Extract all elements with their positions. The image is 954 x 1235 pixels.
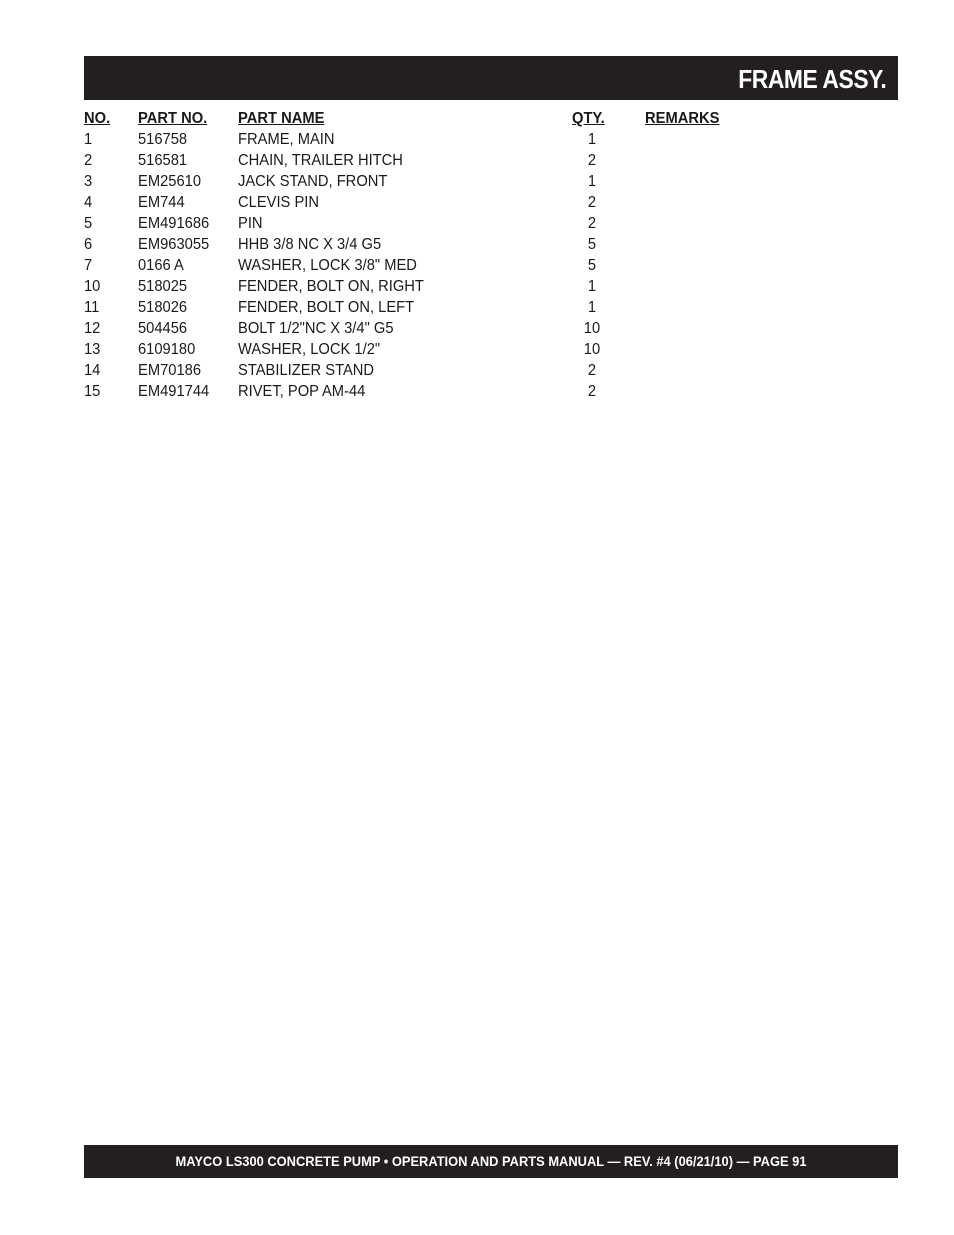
cell-part-name: CHAIN, TRAILER HITCH bbox=[238, 152, 403, 169]
cell-part-name: HHB 3/8 NC X 3/4 G5 bbox=[238, 236, 382, 253]
table-row bbox=[84, 192, 784, 213]
cell-part-no: EM744 bbox=[138, 194, 185, 211]
cell-part-name: BOLT 1/2"NC X 3/4" G5 bbox=[238, 320, 394, 337]
cell-part-name: JACK STAND, FRONT bbox=[238, 173, 388, 190]
cell-no: 14 bbox=[84, 362, 101, 379]
cell-part-name: FENDER, BOLT ON, RIGHT bbox=[238, 278, 424, 295]
table-row bbox=[84, 297, 784, 318]
cell-no: 12 bbox=[84, 320, 101, 337]
parts-table bbox=[84, 108, 784, 402]
cell-qty: 2 bbox=[587, 362, 597, 379]
cell-no: 13 bbox=[84, 341, 101, 358]
table-row bbox=[84, 318, 784, 339]
cell-part-no: EM25610 bbox=[138, 173, 202, 190]
cell-no: 3 bbox=[84, 173, 93, 190]
column-header-part-name: PART NAME bbox=[238, 110, 325, 127]
cell-part-no: 518025 bbox=[138, 278, 188, 295]
column-header-remarks: REMARKS bbox=[645, 110, 720, 127]
table-row bbox=[84, 129, 784, 150]
cell-qty: 5 bbox=[587, 257, 597, 274]
cell-part-name: STABILIZER STAND bbox=[238, 362, 375, 379]
cell-no: 5 bbox=[84, 215, 93, 232]
page-footer-bar bbox=[84, 1145, 898, 1178]
cell-no: 7 bbox=[84, 257, 93, 274]
table-row bbox=[84, 339, 784, 360]
table-row bbox=[84, 150, 784, 171]
cell-no: 11 bbox=[84, 299, 100, 316]
page-title: FRAME ASSY. bbox=[737, 64, 886, 94]
cell-part-no: EM70186 bbox=[138, 362, 202, 379]
column-header-part-no: PART NO. bbox=[138, 110, 208, 127]
cell-qty: 1 bbox=[587, 173, 597, 190]
cell-part-name: PIN bbox=[238, 215, 263, 232]
page-header-bar bbox=[84, 56, 898, 100]
cell-part-no: 516581 bbox=[138, 152, 188, 169]
cell-part-name: CLEVIS PIN bbox=[238, 194, 319, 211]
table-row bbox=[84, 234, 784, 255]
cell-part-no: EM491744 bbox=[138, 383, 210, 400]
cell-part-name: RIVET, POP AM-44 bbox=[238, 383, 366, 400]
table-row bbox=[84, 381, 784, 402]
cell-qty: 2 bbox=[587, 383, 597, 400]
cell-no: 2 bbox=[84, 152, 93, 169]
cell-part-name: FRAME, MAIN bbox=[238, 131, 335, 148]
table-row bbox=[84, 276, 784, 297]
cell-part-no: 6109180 bbox=[138, 341, 196, 358]
cell-part-no: 0166 A bbox=[138, 257, 184, 274]
cell-part-no: 518026 bbox=[138, 299, 188, 316]
cell-part-no: EM491686 bbox=[138, 215, 210, 232]
cell-qty: 10 bbox=[583, 320, 601, 337]
cell-part-no: EM963055 bbox=[138, 236, 210, 253]
cell-no: 6 bbox=[84, 236, 93, 253]
cell-qty: 5 bbox=[587, 236, 597, 253]
cell-part-name: WASHER, LOCK 3/8" MED bbox=[238, 257, 417, 274]
cell-part-name: WASHER, LOCK 1/2" bbox=[238, 341, 381, 358]
cell-qty: 1 bbox=[587, 299, 597, 316]
cell-part-name: FENDER, BOLT ON, LEFT bbox=[238, 299, 415, 316]
table-row bbox=[84, 213, 784, 234]
cell-no: 4 bbox=[84, 194, 93, 211]
cell-qty: 1 bbox=[587, 131, 597, 148]
cell-qty: 1 bbox=[587, 278, 597, 295]
table-row bbox=[84, 171, 784, 192]
table-row bbox=[84, 360, 784, 381]
footer-text: MAYCO LS300 CONCRETE PUMP • OPERATION AND PARTS MANUAL — REV. #4 (06/21/10) — PAGE 91 bbox=[175, 1153, 807, 1169]
cell-part-no: 504456 bbox=[138, 320, 188, 337]
cell-no: 10 bbox=[84, 278, 101, 295]
cell-no: 1 bbox=[84, 131, 93, 148]
cell-no: 15 bbox=[84, 383, 101, 400]
cell-part-no: 516758 bbox=[138, 131, 188, 148]
cell-qty: 2 bbox=[587, 194, 597, 211]
table-header-row bbox=[84, 108, 784, 129]
table-row bbox=[84, 255, 784, 276]
cell-qty: 2 bbox=[587, 215, 597, 232]
column-header-qty: QTY. bbox=[572, 110, 605, 127]
column-header-no: NO. bbox=[84, 110, 111, 127]
cell-qty: 2 bbox=[587, 152, 597, 169]
cell-qty: 10 bbox=[583, 341, 601, 358]
